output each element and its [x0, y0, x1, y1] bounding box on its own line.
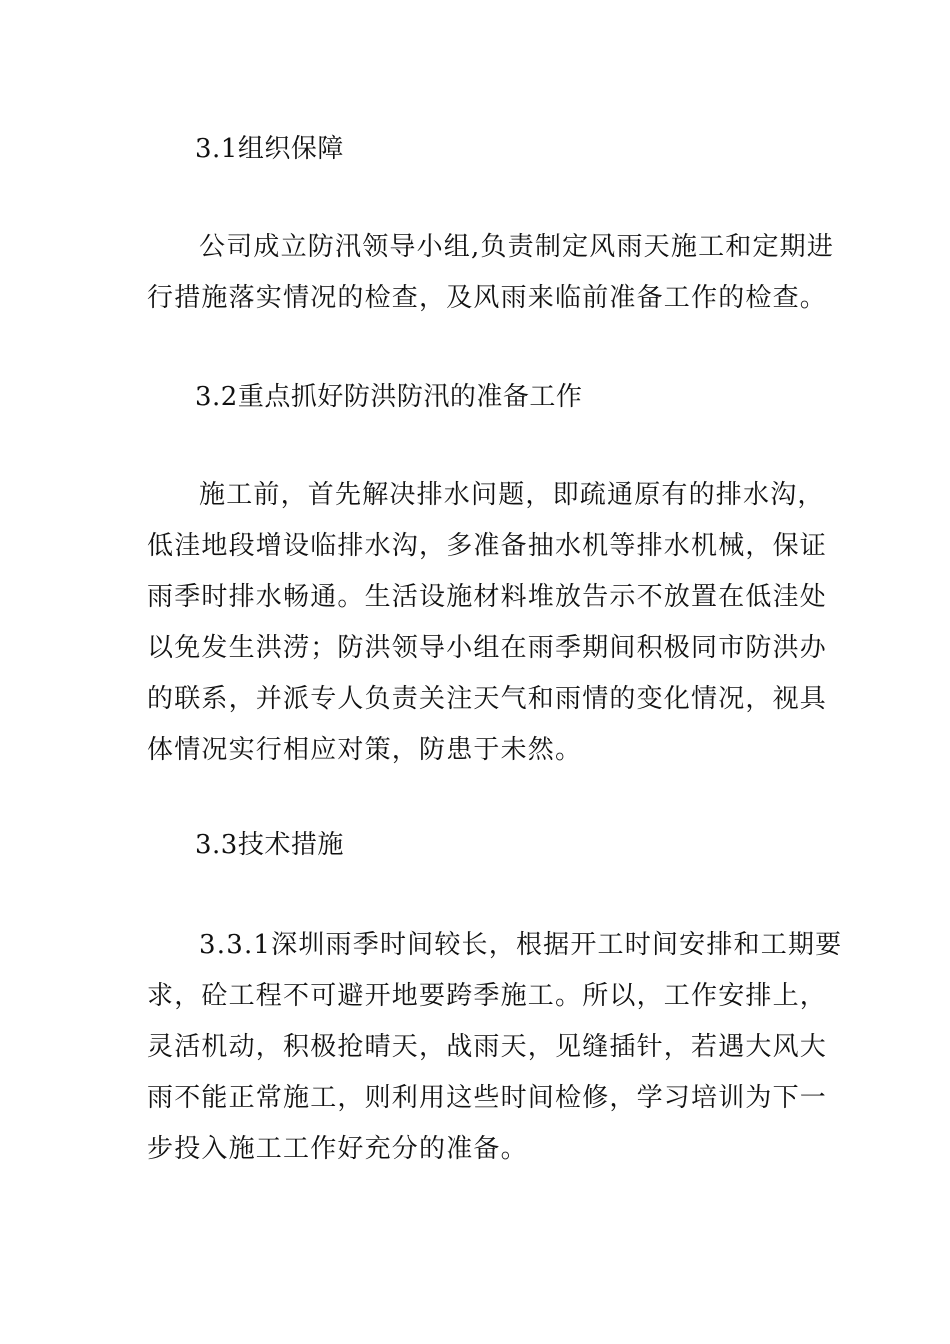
- paragraph-line: 施工前，首先解决排水问题，即疏通原有的排水沟，: [199, 480, 825, 510]
- paragraph-3-2: [147, 470, 828, 776]
- paragraph-3-3-1: [147, 920, 843, 1175]
- section-heading-3-1: 3.1组织保障: [195, 134, 344, 164]
- paragraph-line: 求，砼工程不可避开地要跨季施工。所以，工作安排上，: [147, 981, 828, 1011]
- paragraph-line: 雨季时排水畅通。生活设施材料堆放告示不放置在低洼处: [147, 582, 828, 612]
- paragraph-line: 公司成立防汛领导小组,负责制定风雨天施工和定期进: [199, 232, 835, 262]
- paragraph-line: 低洼地段增设临排水沟，多准备抽水机等排水机械，保证: [147, 531, 828, 561]
- paragraph-3-1: [147, 222, 835, 324]
- paragraph-line: 灵活机动，积极抢晴天，战雨天，见缝插针，若遇大风大: [147, 1032, 828, 1062]
- paragraph-line: 3.3.1深圳雨季时间较长，根据开工时间安排和工期要: [199, 930, 843, 960]
- paragraph-line: 体情况实行相应对策，防患于未然。: [147, 735, 583, 765]
- paragraph-line: 的联系，并派专人负责关注天气和雨情的变化情况，视具: [147, 684, 828, 714]
- paragraph-line: 步投入施工工作好充分的准备。: [147, 1134, 528, 1164]
- section-heading-3-3: 3.3技术措施: [195, 830, 344, 860]
- paragraph-line: 行措施落实情况的检查，及风雨来临前准备工作的检查。: [147, 283, 828, 313]
- paragraph-line: 雨不能正常施工，则利用这些时间检修，学习培训为下一: [147, 1083, 828, 1113]
- paragraph-line: 以免发生洪涝；防洪领导小组在雨季期间积极同市防洪办: [147, 633, 828, 663]
- section-heading-3-2: 3.2重点抓好防洪防汛的准备工作: [195, 382, 583, 412]
